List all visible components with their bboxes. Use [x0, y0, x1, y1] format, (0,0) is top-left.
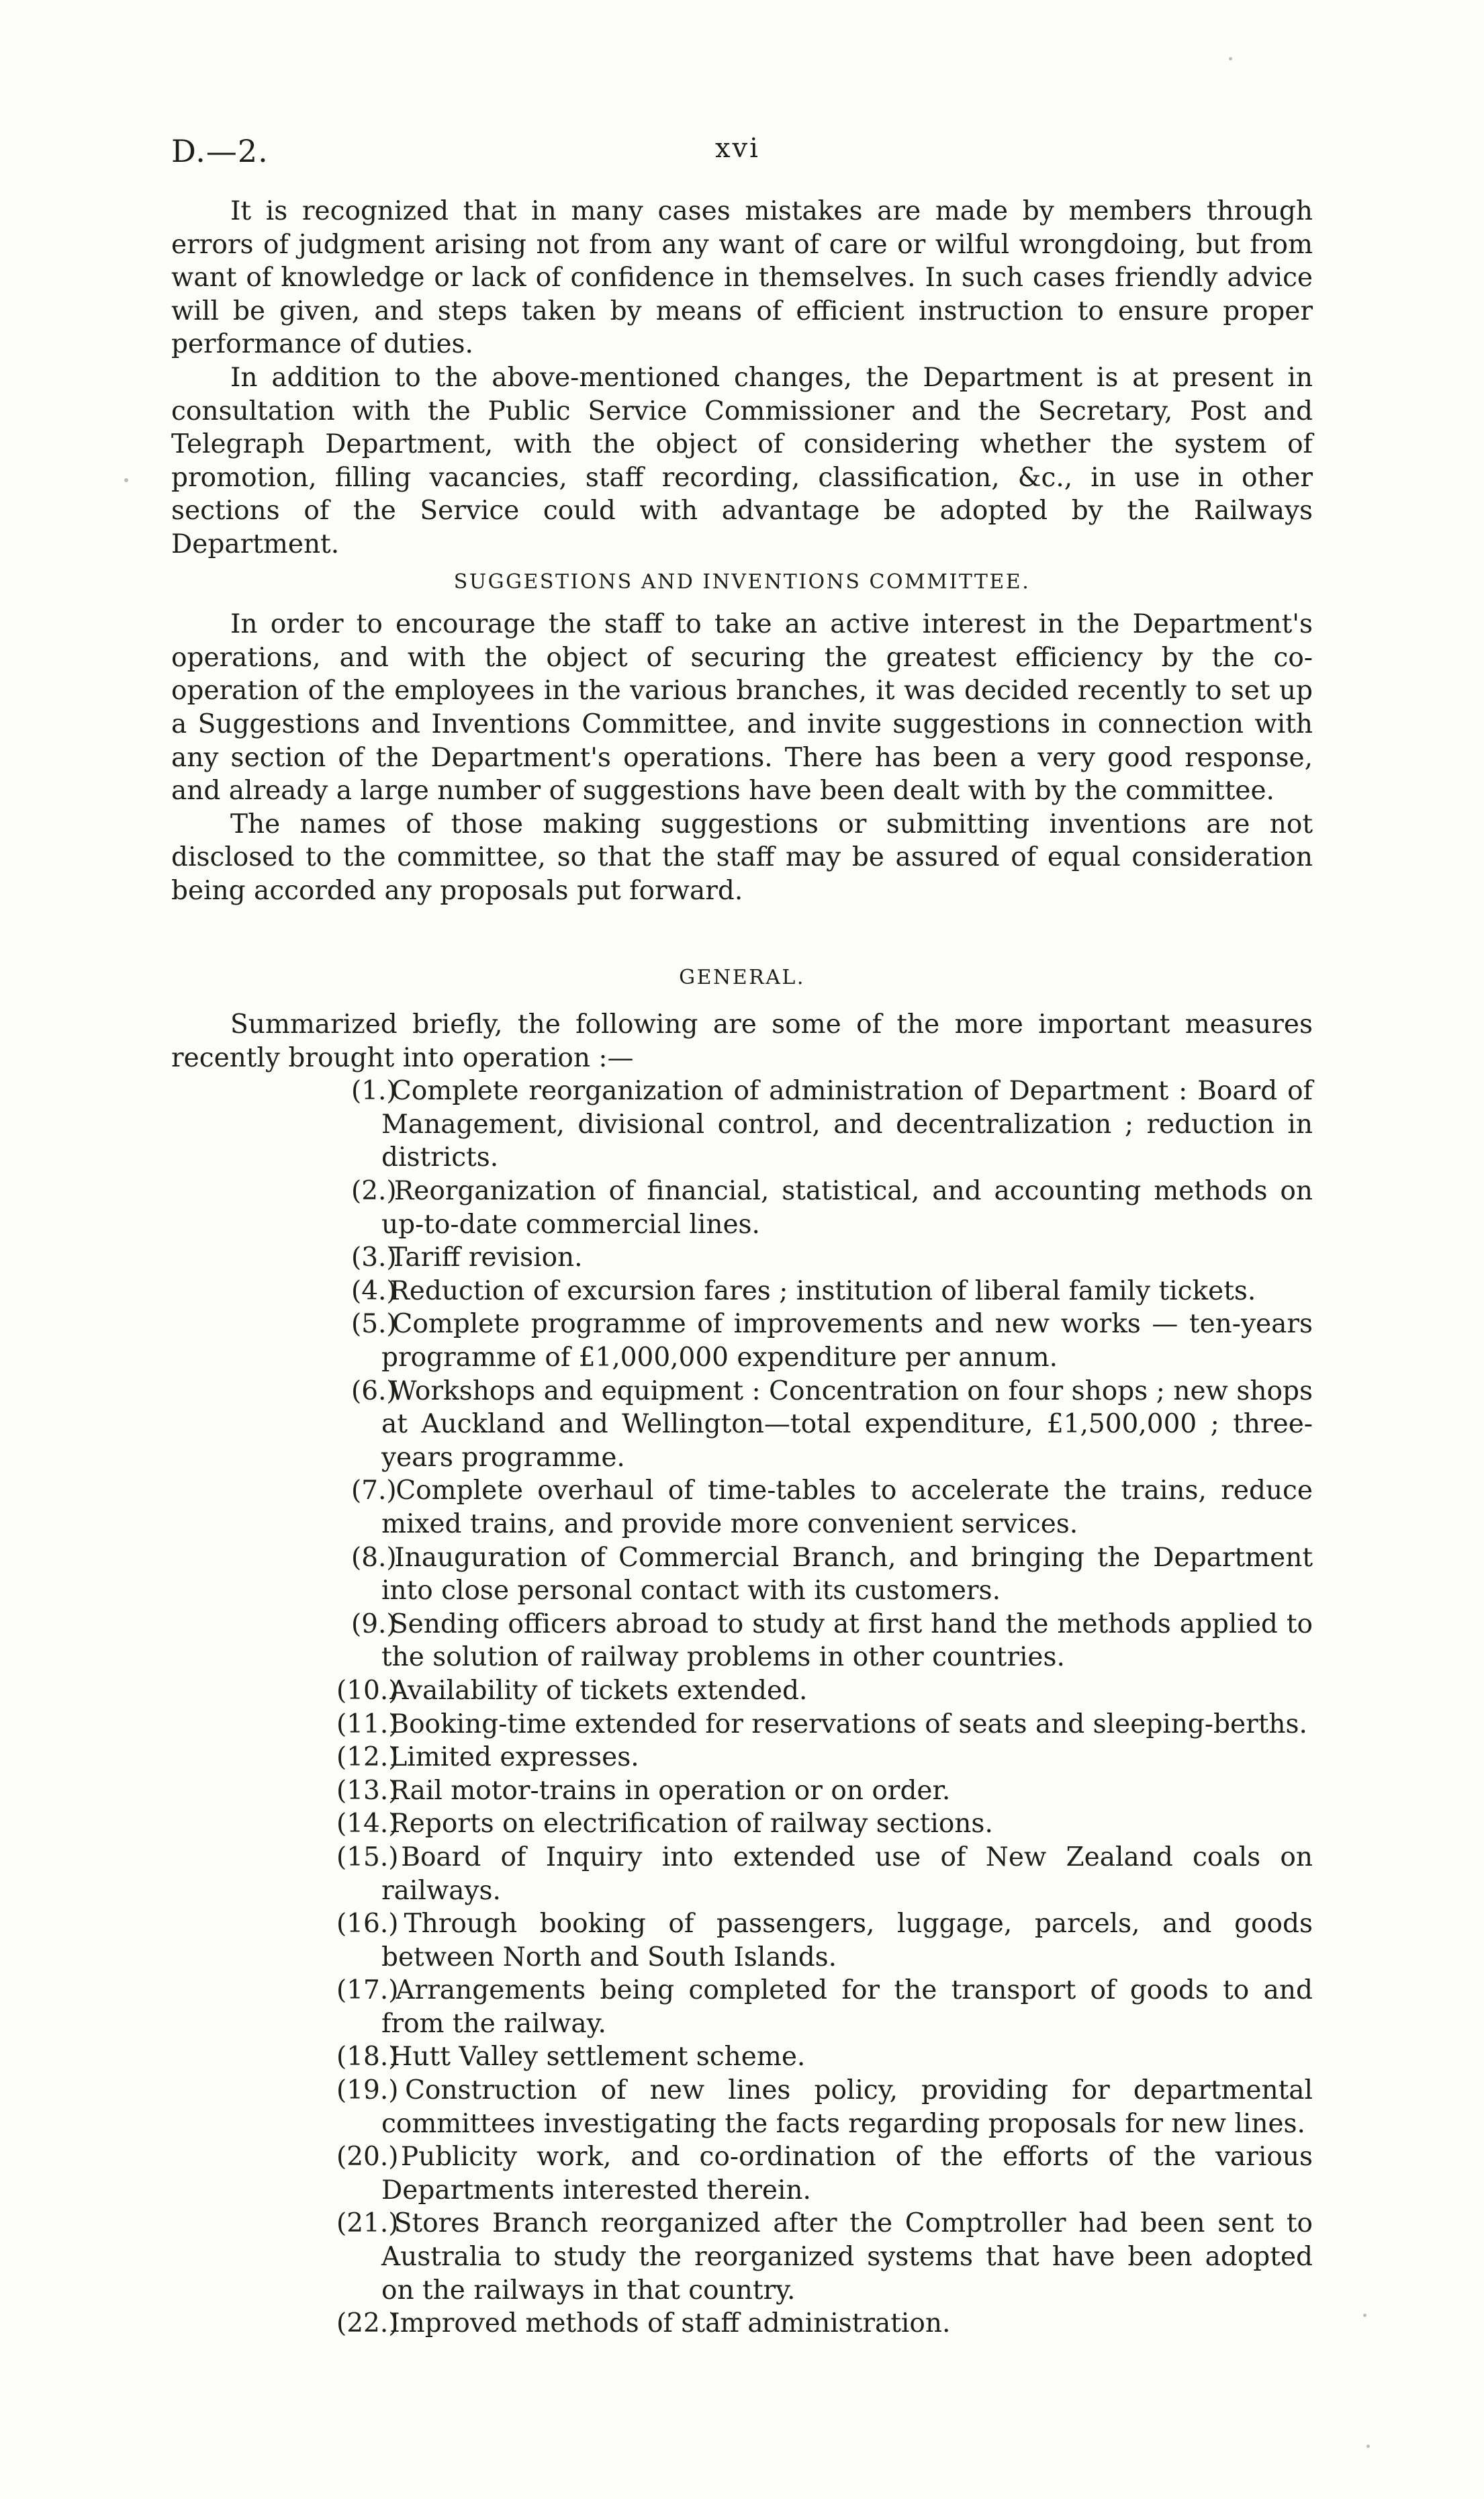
paragraph: It is recognized that in many cases mistakes are made by members through errors of judgment arising not from any want of care or wilful wrongdoing, but from want of knowledge or lack of confidence in themselves. In such cases friendly advice will be given, and steps taken by means of efficient instruction to ensure proper performance of duties.	[171, 196, 1313, 360]
item-text: Reports on electrification of railway sections.	[389, 1809, 993, 1839]
list-item	[171, 1275, 1313, 1308]
item-text: Sending officers abroad to study at first hand the methods applied to the solution of railway problems in other countries.	[381, 1608, 1313, 1673]
list-item	[171, 1774, 1313, 1808]
item-number: (16.)	[336, 1909, 399, 1940]
item-number: (3.)	[351, 1242, 397, 1273]
list-item	[171, 1741, 1313, 1774]
paragraph: In order to encourage the staff to take an active interest in the Department's operations, and with the object of securing the greatest efficiency by the co-operation of the employees in the various branches, it was decided recently to set up a Suggestions and Inventions Committee, and invite suggestions in connection with any section of the Department's operations. There has been a very good response, and already a large number of suggestions have been dealt with by the committee.	[171, 609, 1313, 807]
item-number: (21.)	[336, 2208, 399, 2239]
list-item	[171, 1474, 1313, 1541]
item-number: (6.)	[351, 1375, 397, 1406]
item-text: Complete overhaul of time-tables to accelerate the trains, reduce mixed trains, and provide more convenient services.	[381, 1475, 1313, 1539]
item-text: Complete programme of improvements and new works — ten-years programme of £1,000,000 expenditure per annum.	[381, 1309, 1313, 1373]
list-item	[171, 1541, 1313, 1608]
scan-speck	[1366, 2445, 1370, 2448]
item-number: (2.)	[351, 1176, 397, 1207]
scan-speck	[1363, 2314, 1366, 2317]
general-intro: Summarized briefly, the following are some of the more important measures recently brought into operation :—	[171, 1009, 1313, 1073]
item-number: (22.)	[336, 2308, 399, 2339]
list-item	[171, 1807, 1313, 1841]
section-heading-suggestions: SUGGESTIONS AND INVENTIONS COMMITTEE.	[453, 570, 1031, 594]
item-number: (19.)	[336, 2075, 399, 2106]
item-number: (14.)	[336, 1809, 399, 1839]
measures-list	[171, 1075, 1313, 2341]
item-text: Tariff revision.	[389, 1242, 583, 1273]
item-number: (5.)	[351, 1309, 397, 1340]
paragraph: The names of those making suggestions or submitting inventions are not disclosed to the committee, so that the staff may be assured of equal consideration being accorded any proposals put forward.	[171, 809, 1313, 906]
item-text: Limited expresses.	[389, 1742, 639, 1773]
item-text: Rail motor-trains in operation or on order.	[389, 1775, 951, 1806]
item-number: (12.)	[336, 1742, 399, 1773]
list-item	[171, 2074, 1313, 2140]
item-text: Reorganization of financial, statistical, and accounting methods on up-to-date commercial lines.	[381, 1176, 1313, 1240]
document-reference: D.—2.	[171, 133, 269, 169]
list-item	[171, 1708, 1313, 1741]
list-item	[171, 2307, 1313, 2341]
list-item	[171, 1608, 1313, 1674]
item-text: Availability of tickets extended.	[389, 1675, 808, 1706]
list-item	[171, 2140, 1313, 2207]
item-text: Through booking of passengers, luggage, parcels, and goods between North and South Islands.	[381, 1909, 1313, 1972]
item-text: Workshops and equipment : Concentration on four shops ; new shops at Auckland and Wellington—total expenditure, £1,500,000 ; three-years programme.	[381, 1375, 1313, 1473]
item-text: Hutt Valley settlement scheme.	[389, 2042, 806, 2073]
scan-speck	[124, 478, 128, 482]
item-number: (7.)	[351, 1475, 397, 1506]
item-number: (20.)	[336, 2142, 399, 2173]
item-text: Improved methods of staff administration.	[389, 2308, 951, 2339]
list-item	[171, 2207, 1313, 2307]
item-number: (13.)	[336, 1775, 399, 1806]
list-item	[171, 1308, 1313, 1374]
list-item	[171, 1075, 1313, 1175]
list-item	[171, 1175, 1313, 1241]
item-number: (4.)	[351, 1275, 397, 1306]
list-item	[171, 1974, 1313, 2040]
item-text: Publicity work, and co-ordination of the efforts of the various Departments interested therein.	[381, 2142, 1313, 2206]
item-number: (17.)	[336, 1975, 399, 2006]
list-item	[171, 1375, 1313, 1475]
list-item	[171, 1241, 1313, 1275]
page-number: xvi	[715, 133, 760, 164]
item-number: (15.)	[336, 1842, 399, 1872]
list-item	[171, 1907, 1313, 1974]
item-number: (1.)	[351, 1076, 397, 1107]
item-number: (9.)	[351, 1608, 397, 1639]
scan-speck	[1229, 57, 1232, 60]
item-text: Inauguration of Commercial Branch, and bringing the Department into close personal contact with its customers.	[381, 1542, 1313, 1606]
item-number: (10.)	[336, 1675, 399, 1706]
section-heading-general: GENERAL.	[679, 966, 805, 990]
item-number: (11.)	[336, 1709, 399, 1739]
item-text: Construction of new lines policy, providing for departmental committees investigating the facts regarding proposals for new lines.	[381, 2075, 1313, 2139]
item-text: Arrangements being completed for the transport of goods to and from the railway.	[381, 1975, 1313, 2039]
list-item	[171, 2040, 1313, 2074]
list-item	[171, 1674, 1313, 1708]
paragraph: In addition to the above-mentioned changes, the Department is at present in consultation with the Public Service Commissioner and the Secretary, Post and Telegraph Department, with the object of considering whether the system of promotion, filling vacancies, staff recording, classification, &c., in use in other sections of the Service could with advantage be adopted by the Railways Department.	[171, 362, 1313, 559]
item-text: Stores Branch reorganized after the Comptroller had been sent to Australia to study the reorganized systems that have been adopted on the railways in that country.	[381, 2208, 1313, 2306]
item-text: Board of Inquiry into extended use of New Zealand coals on railways.	[381, 1842, 1313, 1906]
item-text: Complete reorganization of administration of Department : Board of Management, divisional control, and decentralization ; reduction in districts.	[381, 1076, 1313, 1173]
item-number: (8.)	[351, 1542, 397, 1573]
document-body	[171, 195, 1313, 2341]
item-text: Reduction of excursion fares ; institution of liberal family tickets.	[389, 1275, 1256, 1306]
list-item	[171, 1841, 1313, 1907]
item-number: (18.)	[336, 2042, 399, 2073]
item-text: Booking-time extended for reservations of seats and sleeping-berths.	[389, 1709, 1307, 1739]
